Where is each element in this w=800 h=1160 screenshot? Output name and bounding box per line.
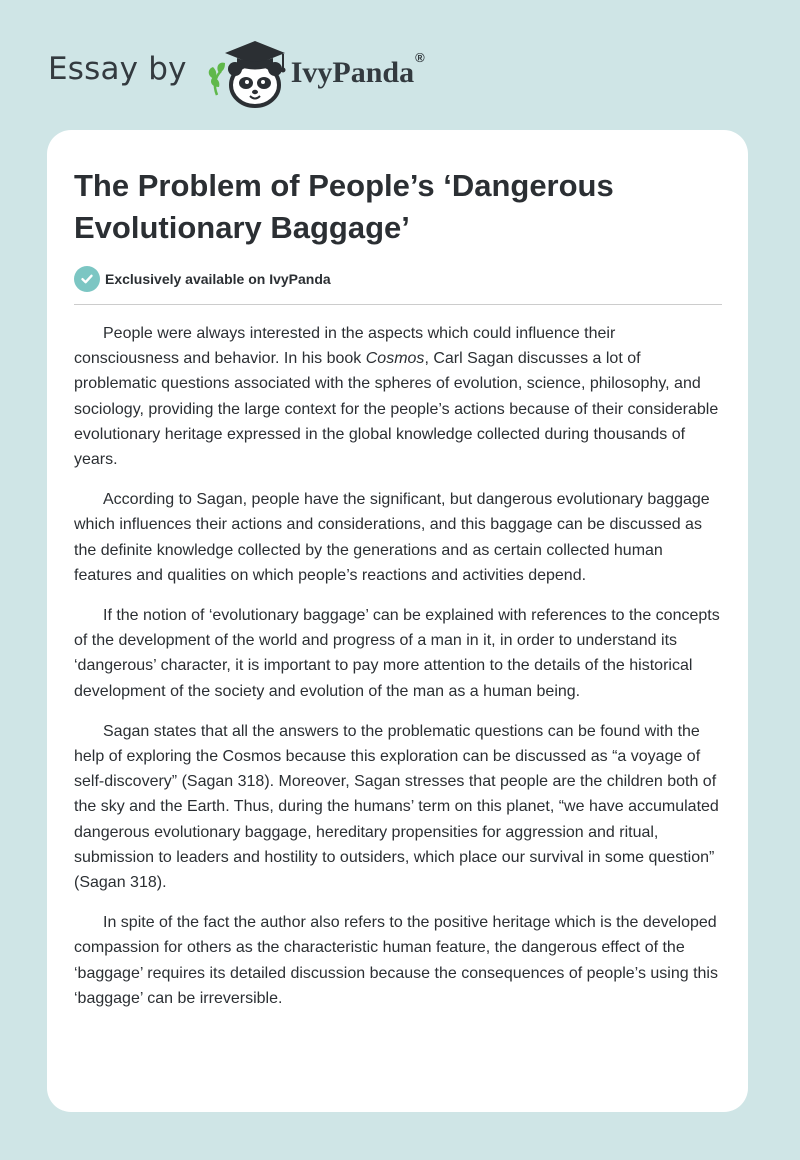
brand-header <box>48 36 425 108</box>
paragraph: Sagan states that all the answers to the problematic questions can be found with the help of exploring the Cosmos because this exploration can be discussed as “a voyage of self-discovery” (Sagan 318). Moreover, Sagan stresses that people are the children both of the sky and the Earth. Thus, during the humans’ term on this planet, “we have accumulated dangerous evolutionary baggage, hereditary propensities for aggression and ritual, submission to leaders and hostility to outsiders, which place our survival in some question” (Sagan 318). <box>74 722 719 892</box>
essay-body <box>74 321 722 1011</box>
essay-card <box>47 130 748 1112</box>
paragraph: People were always interested in the aspects which could influence their consciousness and behavior. In his book Cosmos, Carl Sagan discusses a lot of problematic questions associated with the spheres of evolution, science, philosophy, and sociology, providing the large context for the people’s actions because of their considerable evolutionary heritage expressed in the global knowledge collected during thousands of years. <box>74 325 719 469</box>
badge-label: Exclusively available on IvyPanda <box>105 271 331 287</box>
essay-title: The Problem of People’s ‘Dangerous Evolutionary Baggage’ <box>74 168 614 245</box>
paragraph: In spite of the fact the author also refers to the positive heritage which is the developed compassion for others as the characteristic human feature, the dangerous effect of the ‘baggage’ requires its detailed discussion because the consequences of people’s using this ‘baggage’ can be irreversible. <box>74 914 718 1007</box>
exclusive-badge <box>74 266 722 305</box>
paragraph: If the notion of ‘evolutionary baggage’ can be explained with references to the concepts of the development of the world and progress of a man in it, in order to understand its ‘dangerous’ character, it is important to pay more attention to the details of the historical development of the society and evolution of the man as a human being. <box>74 607 720 700</box>
paragraph: According to Sagan, people have the significant, but dangerous evolutionary baggage which influences their actions and considerations, and this baggage can be discussed as the definite knowledge collected by the generations and as certain collected human features and qualities on which people’s reactions and activities depend. <box>74 491 710 584</box>
book-title: Cosmos <box>365 350 425 368</box>
checkmark-icon <box>74 266 100 292</box>
registered-mark: ® <box>415 50 425 65</box>
brand-name[interactable]: IvyPanda® <box>290 50 425 89</box>
brand-prefix: Essay by <box>48 51 187 87</box>
panda-graduate-icon <box>203 35 291 109</box>
